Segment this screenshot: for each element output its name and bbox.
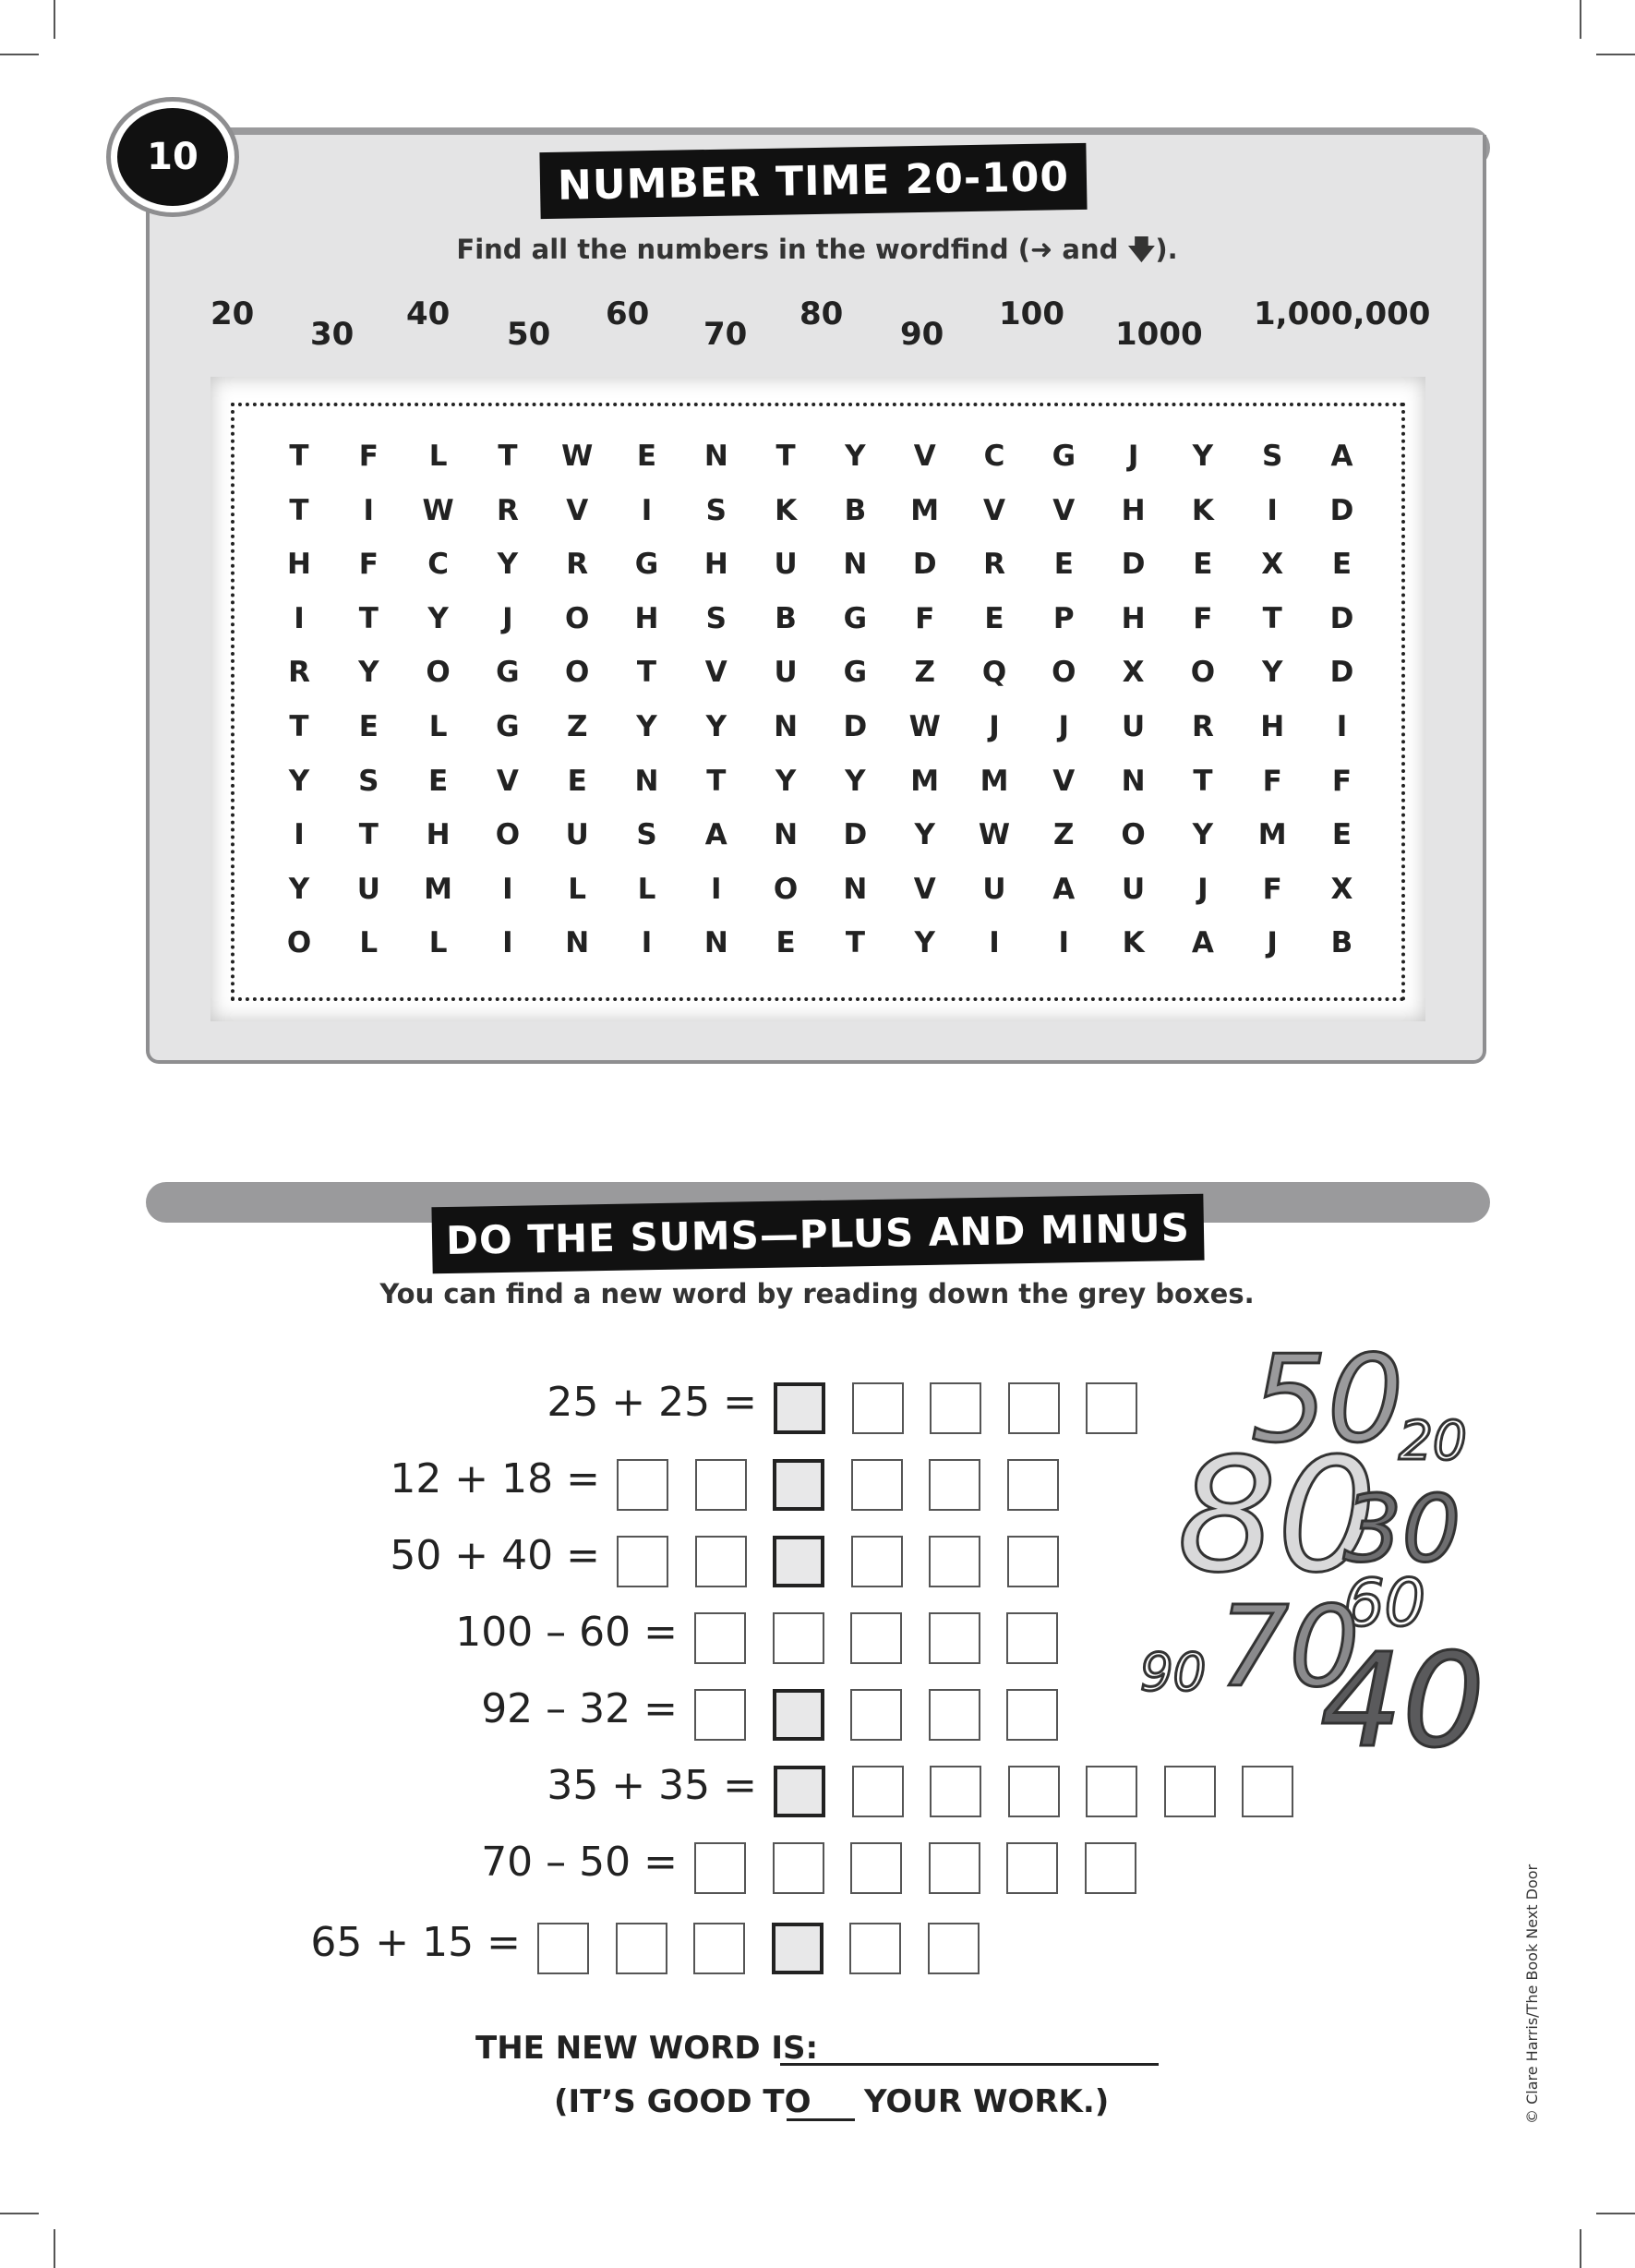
decor-number: 20 [1399, 1409, 1467, 1472]
grid-letter[interactable]: Y [1261, 656, 1283, 690]
answer-box[interactable] [695, 1536, 747, 1587]
crop-mark [1580, 2229, 1581, 2268]
answer-box[interactable] [1008, 1382, 1060, 1434]
grid-letter[interactable]: S [1262, 440, 1283, 473]
grid-letter[interactable]: I [502, 926, 513, 960]
grey-answer-box[interactable] [773, 1459, 824, 1511]
grid-letter[interactable]: Y [427, 601, 449, 635]
answer-box[interactable] [1007, 1459, 1059, 1511]
grid-letter[interactable]: Z [914, 656, 935, 690]
grid-letter[interactable]: R [288, 656, 310, 690]
answer-box[interactable] [928, 1923, 980, 1974]
answer-box[interactable] [694, 1842, 746, 1894]
hint-blank-line[interactable] [787, 2118, 855, 2121]
copyright-text: © Clare Harris/The Book Next Door [1523, 1864, 1541, 2124]
grid-letter[interactable]: C [983, 440, 1005, 473]
decor-number: 50 [1251, 1329, 1404, 1469]
grid-letter[interactable]: K [1122, 926, 1145, 960]
grid-letter[interactable]: E [1053, 548, 1074, 582]
answer-box[interactable] [773, 1612, 824, 1664]
grid-letter[interactable]: W [422, 493, 454, 527]
number-item: 90 [900, 316, 944, 353]
grid-letter[interactable]: S [705, 601, 727, 635]
grid-letter[interactable]: L [428, 926, 448, 960]
grid-letter[interactable]: Y [845, 440, 866, 473]
number-item: 80 [799, 296, 844, 332]
grid-letter[interactable]: A [704, 818, 727, 852]
grid-letter[interactable]: U [1122, 710, 1146, 743]
answer-box[interactable] [693, 1923, 745, 1974]
grid-letter[interactable]: M [424, 872, 453, 906]
answer-box[interactable] [1085, 1842, 1136, 1894]
grey-answer-box[interactable] [773, 1536, 824, 1587]
answer-box[interactable] [1007, 1536, 1059, 1587]
grid-letter[interactable]: X [1330, 872, 1353, 906]
decor-number: 90 [1140, 1643, 1207, 1703]
answer-box[interactable] [849, 1923, 901, 1974]
answer-box[interactable] [1006, 1612, 1058, 1664]
grid-letter[interactable]: E [567, 764, 587, 798]
grid-letter[interactable]: F [1262, 872, 1282, 906]
wordfind-grid [210, 377, 1425, 1021]
crop-mark [54, 2229, 55, 2268]
grid-letter[interactable]: U [774, 656, 798, 690]
grid-letter[interactable]: T [358, 818, 379, 852]
number-item: 60 [606, 296, 650, 332]
grid-letter[interactable]: V [1052, 493, 1076, 527]
grid-letter[interactable]: B [844, 493, 867, 527]
grid-letter[interactable]: T [498, 440, 518, 473]
grid-letter[interactable]: O [426, 656, 451, 690]
grid-letter[interactable]: K [1191, 493, 1214, 527]
grid-letter[interactable]: H [287, 548, 311, 582]
grid-letter[interactable]: U [774, 548, 798, 582]
grid-letter[interactable]: V [983, 493, 1005, 527]
section1-title: NUMBER TIME 20-100 [539, 143, 1087, 219]
grid-letter[interactable]: M [910, 764, 940, 798]
grid-letter[interactable]: N [843, 872, 868, 906]
grid-letter[interactable]: S [705, 493, 727, 527]
grid-letter[interactable]: N [843, 548, 868, 582]
sum-label: 35 + 35 = [547, 1762, 757, 1809]
grid-letter[interactable]: F [915, 601, 935, 635]
grid-letter[interactable]: U [1122, 872, 1146, 906]
answer-box[interactable] [616, 1923, 667, 1974]
hint-prefix: (IT’S GOOD TO [554, 2083, 811, 2120]
grid-letter[interactable]: E [358, 710, 379, 743]
grid-letter[interactable]: I [641, 493, 653, 527]
answer-box[interactable] [929, 1689, 980, 1741]
grid-letter[interactable]: J [989, 710, 1000, 743]
grid-letter[interactable]: Y [914, 926, 935, 960]
answer-box[interactable] [929, 1536, 980, 1587]
grey-answer-box[interactable] [772, 1923, 824, 1974]
grid-letter[interactable]: T [289, 493, 309, 527]
hint-suffix: YOUR WORK.) [864, 2083, 1110, 2120]
number-item: 1,000,000 [1254, 296, 1431, 332]
grid-letter[interactable]: C [427, 548, 449, 582]
decor-number: 70 [1219, 1584, 1360, 1712]
grid-letter[interactable]: H [426, 818, 451, 852]
grid-letter[interactable]: R [496, 493, 519, 527]
grid-letter[interactable]: T [706, 764, 727, 798]
grid-letter[interactable]: F [1193, 601, 1213, 635]
grid-letter[interactable]: V [913, 440, 936, 473]
grid-letter[interactable]: F [1262, 764, 1282, 798]
new-word-line[interactable] [780, 2063, 1159, 2066]
grid-letter[interactable]: O [286, 926, 312, 960]
grid-letter[interactable]: V [704, 656, 727, 690]
sum-label: 50 + 40 = [390, 1532, 600, 1579]
grid-letter[interactable]: O [565, 601, 590, 635]
grid-letter[interactable]: A [1330, 440, 1353, 473]
grid-letter[interactable]: Y [288, 764, 310, 798]
grid-letter[interactable]: J [1267, 926, 1278, 960]
grid-letter[interactable]: Y [288, 872, 310, 906]
grid-letter[interactable]: B [775, 601, 797, 635]
grid-letter[interactable]: H [1121, 601, 1146, 635]
answer-box[interactable] [1006, 1842, 1058, 1894]
grey-answer-box[interactable] [774, 1382, 825, 1434]
grid-letter[interactable]: E [636, 440, 657, 473]
grid-letter[interactable]: F [1331, 764, 1352, 798]
number-item: 50 [507, 316, 551, 353]
grid-letter[interactable]: I [1267, 493, 1278, 527]
grid-letter[interactable]: U [982, 872, 1006, 906]
answer-box[interactable] [695, 1459, 747, 1511]
grid-letter[interactable]: W [978, 818, 1011, 852]
grid-letter[interactable]: T [1193, 764, 1213, 798]
grid-letter[interactable]: D [1121, 548, 1146, 582]
grid-letter[interactable]: F [358, 548, 379, 582]
crop-mark [1580, 0, 1581, 39]
answer-box[interactable] [852, 1766, 904, 1817]
answer-box[interactable] [930, 1766, 981, 1817]
grid-letter[interactable]: I [711, 872, 722, 906]
answer-box[interactable] [851, 1459, 903, 1511]
answer-box[interactable] [1006, 1689, 1058, 1741]
grid-letter[interactable]: O [1052, 656, 1076, 690]
grid-letter[interactable]: V [913, 872, 936, 906]
grid-letter[interactable]: V [566, 493, 589, 527]
answer-box[interactable] [617, 1536, 668, 1587]
crop-mark [1596, 2213, 1635, 2214]
grid-letter[interactable]: Y [358, 656, 379, 690]
grid-letter[interactable]: T [775, 440, 796, 473]
grid-letter[interactable]: M [910, 493, 940, 527]
grid-letter[interactable]: D [1329, 493, 1354, 527]
grid-letter[interactable]: O [1190, 656, 1216, 690]
answer-box[interactable] [694, 1689, 746, 1741]
grid-letter[interactable]: K [775, 493, 798, 527]
grid-letter[interactable]: J [502, 601, 513, 635]
grid-letter[interactable]: I [502, 872, 513, 906]
grid-letter[interactable]: E [1193, 548, 1213, 582]
decor-number: 80 [1177, 1425, 1377, 1608]
grid-letter[interactable]: D [1329, 601, 1354, 635]
grid-letter[interactable]: I [1336, 710, 1348, 743]
answer-box[interactable] [852, 1382, 904, 1434]
decor-number: 30 [1343, 1475, 1461, 1583]
grid-letter[interactable]: T [289, 710, 309, 743]
grid-letter[interactable]: Y [1192, 440, 1214, 473]
grid-letter[interactable]: O [773, 872, 799, 906]
answer-box[interactable] [617, 1459, 668, 1511]
grid-letter[interactable]: Z [1053, 818, 1075, 852]
answer-box[interactable] [930, 1382, 981, 1434]
grey-answer-box[interactable] [774, 1766, 825, 1817]
grid-dotted-border [231, 403, 1405, 1001]
grid-letter[interactable]: W [908, 710, 941, 743]
grid-letter[interactable]: V [496, 764, 519, 798]
grid-letter[interactable]: I [294, 601, 305, 635]
grid-letter[interactable]: O [495, 818, 521, 852]
crop-mark [1596, 54, 1635, 55]
page-number-badge: 10 [111, 102, 234, 212]
grid-letter[interactable]: Y [914, 818, 935, 852]
grid-letter[interactable]: H [634, 601, 659, 635]
grid-letter[interactable]: Y [705, 710, 727, 743]
grid-letter[interactable]: Y [497, 548, 519, 582]
answer-box[interactable] [1164, 1766, 1216, 1817]
grid-letter[interactable]: J [1197, 872, 1208, 906]
grid-letter[interactable]: I [363, 493, 375, 527]
section1-instruction: Find all the numbers in the wordfind (➜ and 🡇). [456, 234, 1178, 265]
grid-letter[interactable]: E [984, 601, 1004, 635]
answer-box[interactable] [929, 1612, 980, 1664]
answer-box[interactable] [850, 1689, 902, 1741]
grid-letter[interactable]: G [843, 601, 868, 635]
grid-letter[interactable]: B [1330, 926, 1353, 960]
grid-letter[interactable]: A [1191, 926, 1214, 960]
grid-letter[interactable]: H [1121, 493, 1146, 527]
grid-letter[interactable]: M [980, 764, 1009, 798]
grid-letter[interactable]: A [1052, 872, 1076, 906]
grid-letter[interactable]: T [289, 440, 309, 473]
grid-letter[interactable]: F [358, 440, 379, 473]
grid-letter[interactable]: U [565, 818, 589, 852]
grid-letter[interactable]: S [636, 818, 657, 852]
number-item: 70 [703, 316, 748, 353]
sum-label: 25 + 25 = [547, 1379, 757, 1426]
grid-letter[interactable]: G [843, 656, 868, 690]
decorative-numbers [1126, 1311, 1496, 1764]
grid-letter[interactable]: D [912, 548, 937, 582]
new-word-label: THE NEW WORD IS: [475, 2030, 819, 2067]
grid-letter[interactable]: E [1331, 818, 1352, 852]
grid-letter[interactable]: N [774, 818, 799, 852]
grid-letter[interactable]: R [566, 548, 589, 582]
grid-letter[interactable]: E [428, 764, 449, 798]
grid-letter[interactable]: L [637, 872, 656, 906]
answer-box[interactable] [1242, 1766, 1293, 1817]
grid-letter[interactable]: D [1329, 656, 1354, 690]
grid-letter[interactable]: S [358, 764, 379, 798]
grid-letter[interactable]: L [359, 926, 379, 960]
decor-number: 40 [1320, 1626, 1485, 1764]
grid-letter[interactable]: I [294, 818, 305, 852]
answer-box[interactable] [773, 1842, 824, 1894]
answer-box[interactable] [694, 1612, 746, 1664]
number-item: 1000 [1115, 316, 1203, 353]
section2-title: DO THE SUMS—PLUS AND MINUS [431, 1194, 1204, 1274]
grid-letter[interactable]: L [428, 710, 448, 743]
crop-mark [54, 0, 55, 39]
grid-letter[interactable]: N [774, 710, 799, 743]
grid-letter[interactable]: E [1331, 548, 1352, 582]
grid-letter[interactable]: R [1191, 710, 1214, 743]
sum-label: 65 + 15 = [310, 1919, 521, 1966]
grid-letter[interactable]: G [634, 548, 659, 582]
section2-instruction: You can find a new word by reading down the grey boxes. [379, 1278, 1255, 1309]
grid-letter[interactable]: Q [981, 656, 1007, 690]
number-item: 30 [310, 316, 355, 353]
answer-box[interactable] [850, 1842, 902, 1894]
number-item: 100 [999, 296, 1064, 332]
crop-mark [0, 54, 39, 55]
grid-letter[interactable]: N [634, 764, 659, 798]
grid-letter[interactable]: T [845, 926, 865, 960]
grid-letter[interactable]: E [775, 926, 796, 960]
grid-letter[interactable]: D [843, 818, 868, 852]
decor-number: 60 [1343, 1565, 1426, 1641]
grid-letter[interactable]: G [496, 656, 520, 690]
grey-answer-box[interactable] [773, 1689, 824, 1741]
answer-box[interactable] [1086, 1766, 1137, 1817]
answer-box[interactable] [929, 1459, 980, 1511]
grid-letter[interactable]: L [428, 440, 448, 473]
grid-letter[interactable]: T [358, 601, 379, 635]
grid-letter[interactable]: Y [636, 710, 657, 743]
grid-letter[interactable]: J [1127, 440, 1139, 473]
grid-letter[interactable]: T [1262, 601, 1282, 635]
grid-letter[interactable]: Z [566, 710, 588, 743]
grid-letter[interactable]: P [1052, 601, 1075, 635]
grid-letter[interactable]: T [636, 656, 657, 690]
answer-box[interactable] [1008, 1766, 1060, 1817]
answer-box[interactable] [850, 1612, 902, 1664]
grid-letter[interactable]: V [1052, 764, 1076, 798]
grid-letter[interactable]: N [565, 926, 590, 960]
grid-letter[interactable]: J [1058, 710, 1070, 743]
grid-letter[interactable]: O [1121, 818, 1146, 852]
grid-letter[interactable]: G [496, 710, 520, 743]
grid-letter[interactable]: N [703, 440, 728, 473]
grid-letter[interactable]: D [843, 710, 868, 743]
grid-letter[interactable]: O [565, 656, 590, 690]
grid-letter[interactable]: W [561, 440, 594, 473]
grid-letter[interactable]: I [1058, 926, 1070, 960]
grid-letter[interactable]: G [1052, 440, 1076, 473]
sum-label: 100 – 60 = [455, 1609, 678, 1656]
grid-letter[interactable]: I [989, 926, 1000, 960]
grid-letter[interactable]: Y [1192, 818, 1214, 852]
answer-box[interactable] [929, 1842, 980, 1894]
grid-letter[interactable]: I [641, 926, 653, 960]
grid-letter[interactable]: N [703, 926, 728, 960]
grid-letter[interactable]: N [1121, 764, 1146, 798]
grid-letter[interactable]: R [983, 548, 1005, 582]
number-item: 40 [406, 296, 451, 332]
number-item: 20 [210, 296, 255, 332]
grid-letter[interactable]: L [568, 872, 587, 906]
sum-label: 12 + 18 = [390, 1455, 600, 1502]
answer-box[interactable] [851, 1536, 903, 1587]
grid-letter[interactable]: X [1261, 548, 1284, 582]
grid-letter[interactable]: X [1122, 656, 1145, 690]
grid-letter[interactable]: H [703, 548, 728, 582]
grid-letter[interactable]: M [1257, 818, 1287, 852]
crop-mark [0, 2213, 39, 2214]
grid-letter[interactable]: Y [845, 764, 866, 798]
grid-letter[interactable]: H [1260, 710, 1285, 743]
answer-box[interactable] [537, 1923, 589, 1974]
sum-label: 92 – 32 = [481, 1685, 678, 1732]
grid-letter[interactable]: U [356, 872, 380, 906]
grid-letter[interactable]: Y [775, 764, 797, 798]
sum-label: 70 – 50 = [481, 1839, 678, 1886]
